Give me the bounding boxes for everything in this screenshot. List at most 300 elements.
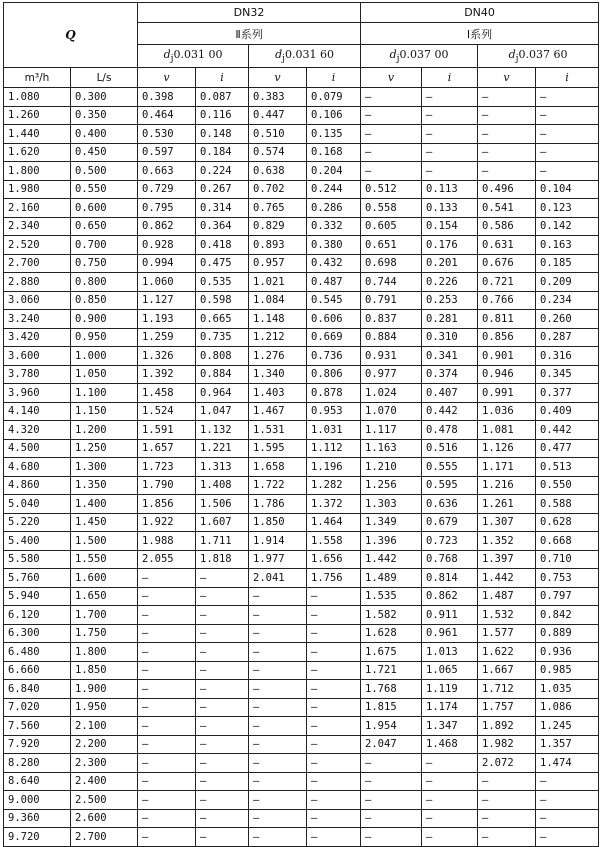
table-cell: 0.316 (536, 347, 599, 366)
table-cell: 0.310 (422, 328, 478, 347)
table-cell: 1.622 (478, 643, 536, 662)
i-header: i (536, 68, 599, 88)
table-cell: 1.065 (422, 661, 478, 680)
table-cell: 2.500 (71, 791, 138, 810)
table-cell: 1.196 (307, 458, 361, 477)
table-cell: — (307, 680, 361, 699)
table-cell: — (249, 828, 307, 847)
table-row (4, 495, 599, 514)
table-cell: — (138, 717, 196, 736)
table-body (4, 88, 599, 847)
table-cell: — (196, 717, 249, 736)
table-cell: 2.072 (478, 754, 536, 773)
table-cell: 1.768 (361, 680, 422, 699)
table-row (4, 365, 599, 384)
table-cell: 0.475 (196, 254, 249, 273)
table-cell: 1.474 (536, 754, 599, 773)
table-cell: 0.663 (138, 162, 196, 181)
table-cell: 0.341 (422, 347, 478, 366)
table-cell: 1.856 (138, 495, 196, 514)
table-cell: 0.148 (196, 125, 249, 144)
table-cell: 1.282 (307, 476, 361, 495)
table-cell: 1.260 (4, 106, 71, 125)
table-cell: — (196, 680, 249, 699)
table-cell: — (307, 791, 361, 810)
table-cell: 0.964 (196, 384, 249, 403)
table-cell: 0.442 (422, 402, 478, 421)
table-cell: 0.332 (307, 217, 361, 236)
table-cell: 4.500 (4, 439, 71, 458)
table-cell: — (196, 643, 249, 662)
table-cell: — (307, 624, 361, 643)
table-cell: 0.464 (138, 106, 196, 125)
table-cell: 0.736 (307, 347, 361, 366)
table-row (4, 273, 599, 292)
table-cell: 1.392 (138, 365, 196, 384)
table-cell: 0.184 (196, 143, 249, 162)
table-cell: 0.500 (71, 162, 138, 181)
table-cell: 0.432 (307, 254, 361, 273)
table-cell: 0.496 (478, 180, 536, 199)
table-row (4, 828, 599, 847)
table-cell: 0.931 (361, 347, 422, 366)
table-cell: 0.535 (196, 273, 249, 292)
table-cell: — (478, 809, 536, 828)
table-row (4, 513, 599, 532)
table-cell: 0.605 (361, 217, 422, 236)
table-cell: 3.960 (4, 384, 71, 403)
table-cell: — (249, 809, 307, 828)
table-cell: 2.041 (249, 569, 307, 588)
table-cell: 0.287 (536, 328, 599, 347)
table-cell: 1.722 (249, 476, 307, 495)
table-cell: — (478, 125, 536, 144)
table-cell: 0.598 (196, 291, 249, 310)
table-cell: — (249, 587, 307, 606)
table-cell: 1.442 (478, 569, 536, 588)
table-cell: — (249, 698, 307, 717)
table-cell: 5.040 (4, 495, 71, 514)
table-cell: 1.000 (71, 347, 138, 366)
table-cell: 0.558 (361, 199, 422, 218)
table-cell: 1.150 (71, 402, 138, 421)
table-cell: 1.259 (138, 328, 196, 347)
table-cell: 2.880 (4, 273, 71, 292)
table-cell: 1.349 (361, 513, 422, 532)
table-cell: 0.267 (196, 180, 249, 199)
table-cell: 0.253 (422, 291, 478, 310)
table-cell: 0.977 (361, 365, 422, 384)
table-row (4, 791, 599, 810)
table-cell: 0.744 (361, 273, 422, 292)
table-cell: 1.489 (361, 569, 422, 588)
table-cell: 1.550 (71, 550, 138, 569)
table-cell: 6.660 (4, 661, 71, 680)
table-cell: — (478, 106, 536, 125)
table-cell: 0.398 (138, 88, 196, 107)
table-row (4, 439, 599, 458)
table-cell: 6.480 (4, 643, 71, 662)
table-cell: 1.442 (361, 550, 422, 569)
table-row (4, 643, 599, 662)
table-cell: 5.940 (4, 587, 71, 606)
table-cell: 0.383 (249, 88, 307, 107)
table-cell: 9.000 (4, 791, 71, 810)
table-cell: — (307, 606, 361, 625)
table-cell: 0.856 (478, 328, 536, 347)
table-cell: 1.100 (71, 384, 138, 403)
table-row (4, 550, 599, 569)
table-cell: 1.914 (249, 532, 307, 551)
table-cell: 1.667 (478, 661, 536, 680)
unit-ls-header: L/s (71, 68, 138, 88)
table-cell: — (196, 569, 249, 588)
table-cell: — (307, 754, 361, 773)
table-cell: 1.352 (478, 532, 536, 551)
table-cell: 1.675 (361, 643, 422, 662)
table-row (4, 754, 599, 773)
table-cell: 0.555 (422, 458, 478, 477)
table-cell: 0.893 (249, 236, 307, 255)
table-cell: — (138, 606, 196, 625)
table-cell: 1.577 (478, 624, 536, 643)
table-cell: 0.516 (422, 439, 478, 458)
table-row (4, 476, 599, 495)
table-cell: 0.450 (71, 143, 138, 162)
table-cell: 3.420 (4, 328, 71, 347)
table-cell: — (138, 680, 196, 699)
table-cell: 1.980 (4, 180, 71, 199)
table-cell: 0.729 (138, 180, 196, 199)
table-cell: 1.210 (361, 458, 422, 477)
table-cell: 1.723 (138, 458, 196, 477)
table-cell: 1.050 (71, 365, 138, 384)
table-cell: 0.224 (196, 162, 249, 181)
table-cell: 0.260 (536, 310, 599, 329)
table-cell: 1.031 (307, 421, 361, 440)
table-cell: 0.735 (196, 328, 249, 347)
table-cell: 0.950 (71, 328, 138, 347)
table-cell: — (138, 643, 196, 662)
table-cell: 9.720 (4, 828, 71, 847)
table-cell: 1.977 (249, 550, 307, 569)
table-cell: 0.957 (249, 254, 307, 273)
table-cell: 0.550 (536, 476, 599, 495)
table-cell: 1.750 (71, 624, 138, 643)
table-cell: 0.911 (422, 606, 478, 625)
table-cell: 0.829 (249, 217, 307, 236)
table-cell: 1.127 (138, 291, 196, 310)
table-cell: 1.467 (249, 402, 307, 421)
table-cell: 0.314 (196, 199, 249, 218)
table-cell: 1.982 (478, 735, 536, 754)
table-row (4, 624, 599, 643)
table-cell: 4.140 (4, 402, 71, 421)
table-cell: — (361, 791, 422, 810)
table-cell: — (196, 661, 249, 680)
table-cell: 0.723 (422, 532, 478, 551)
table-cell: 2.400 (71, 772, 138, 791)
table-row (4, 569, 599, 588)
table-cell: — (478, 791, 536, 810)
table-cell: 0.753 (536, 569, 599, 588)
table-cell: 0.234 (536, 291, 599, 310)
i-header: i (196, 68, 249, 88)
table-row (4, 402, 599, 421)
table-cell: — (249, 643, 307, 662)
table-cell: 0.795 (138, 199, 196, 218)
table-cell: 1.200 (71, 421, 138, 440)
table-cell: — (138, 828, 196, 847)
table-cell: 7.560 (4, 717, 71, 736)
table-cell: 4.680 (4, 458, 71, 477)
table-cell: 1.174 (422, 698, 478, 717)
table-cell: 0.226 (422, 273, 478, 292)
table-cell: — (361, 754, 422, 773)
table-cell: 1.086 (536, 698, 599, 717)
table-cell: 1.396 (361, 532, 422, 551)
series-ii-header: Ⅱ系列 (138, 23, 361, 45)
table-cell: — (478, 143, 536, 162)
table-cell: 0.679 (422, 513, 478, 532)
table-cell: — (307, 643, 361, 662)
table-cell: — (536, 162, 599, 181)
table-cell: — (536, 791, 599, 810)
table-cell: 0.994 (138, 254, 196, 273)
table-cell: 1.326 (138, 347, 196, 366)
table-row (4, 772, 599, 791)
table-cell: 0.750 (71, 254, 138, 273)
table-cell: 1.047 (196, 402, 249, 421)
table-cell: — (361, 772, 422, 791)
table-row (4, 347, 599, 366)
table-cell: 5.580 (4, 550, 71, 569)
table-cell: 0.588 (536, 495, 599, 514)
table-cell: 1.024 (361, 384, 422, 403)
table-cell: 1.500 (71, 532, 138, 551)
v-header: v (361, 68, 422, 88)
table-cell: 0.946 (478, 365, 536, 384)
table-cell: 8.280 (4, 754, 71, 773)
table-cell: 2.160 (4, 199, 71, 218)
table-cell: 1.132 (196, 421, 249, 440)
table-cell: 2.100 (71, 717, 138, 736)
table-cell: 2.300 (71, 754, 138, 773)
table-cell: 0.884 (196, 365, 249, 384)
table-cell: 0.300 (71, 88, 138, 107)
table-cell: 1.487 (478, 587, 536, 606)
table-cell: 0.541 (478, 199, 536, 218)
table-cell: 1.658 (249, 458, 307, 477)
table-cell: 1.818 (196, 550, 249, 569)
table-cell: 0.638 (249, 162, 307, 181)
table-cell: — (249, 624, 307, 643)
table-cell: 1.193 (138, 310, 196, 329)
table-cell: 1.276 (249, 347, 307, 366)
table-cell: — (196, 828, 249, 847)
table-cell: 0.710 (536, 550, 599, 569)
table-cell: — (249, 772, 307, 791)
table-row (4, 106, 599, 125)
table-cell: 0.651 (361, 236, 422, 255)
table-cell: 0.106 (307, 106, 361, 125)
table-row (4, 680, 599, 699)
table-cell: 1.216 (478, 476, 536, 495)
table-cell: 0.550 (71, 180, 138, 199)
table-cell: — (307, 717, 361, 736)
table-cell: 1.535 (361, 587, 422, 606)
table-cell: 1.081 (478, 421, 536, 440)
q-header: Q (4, 3, 138, 68)
table-cell: 0.850 (71, 291, 138, 310)
table-cell: 1.350 (71, 476, 138, 495)
table-cell: 0.631 (478, 236, 536, 255)
table-cell: 1.313 (196, 458, 249, 477)
table-cell: — (478, 772, 536, 791)
table-cell: 1.148 (249, 310, 307, 329)
table-cell: 1.815 (361, 698, 422, 717)
table-cell: 1.712 (478, 680, 536, 699)
table-cell: — (422, 791, 478, 810)
table-cell: — (422, 143, 478, 162)
table-cell: 2.340 (4, 217, 71, 236)
table-cell: — (478, 162, 536, 181)
table-cell: 0.953 (307, 402, 361, 421)
table-cell: 1.300 (71, 458, 138, 477)
table-cell: 0.800 (71, 273, 138, 292)
table-cell: 5.220 (4, 513, 71, 532)
table-cell: 0.133 (422, 199, 478, 218)
table-cell: — (422, 106, 478, 125)
table-row (4, 698, 599, 717)
table-cell: 6.840 (4, 680, 71, 699)
table-cell: — (249, 680, 307, 699)
table-cell: — (307, 772, 361, 791)
table-cell: — (536, 106, 599, 125)
table-cell: 0.768 (422, 550, 478, 569)
table-cell: — (307, 661, 361, 680)
table-cell: 1.850 (249, 513, 307, 532)
table-cell: 0.154 (422, 217, 478, 236)
table-cell: 1.595 (249, 439, 307, 458)
table-cell: 1.954 (361, 717, 422, 736)
table-cell: — (196, 698, 249, 717)
table-cell: 0.286 (307, 199, 361, 218)
table-cell: 2.600 (71, 809, 138, 828)
table-cell: — (138, 624, 196, 643)
table-cell: — (361, 125, 422, 144)
table-cell: 1.524 (138, 402, 196, 421)
v-header: v (249, 68, 307, 88)
table-cell: 0.364 (196, 217, 249, 236)
dj-header-dn32-2: $d_j0.031$ 60 (249, 45, 361, 68)
table-cell: 1.591 (138, 421, 196, 440)
table-cell: 1.060 (138, 273, 196, 292)
table-cell: 9.360 (4, 809, 71, 828)
table-cell: 0.407 (422, 384, 478, 403)
table-cell: 0.513 (536, 458, 599, 477)
table-cell: — (307, 698, 361, 717)
table-cell: — (196, 735, 249, 754)
table-cell: 1.250 (71, 439, 138, 458)
table-cell: — (196, 791, 249, 810)
table-row (4, 199, 599, 218)
table-cell: — (249, 735, 307, 754)
table-cell: 0.244 (307, 180, 361, 199)
table-cell: 1.245 (536, 717, 599, 736)
table-row (4, 217, 599, 236)
table-cell: — (138, 735, 196, 754)
table-cell: 0.698 (361, 254, 422, 273)
table-cell: 0.595 (422, 476, 478, 495)
table-row (4, 587, 599, 606)
table-cell: 1.656 (307, 550, 361, 569)
table-cell: — (422, 88, 478, 107)
table-cell: 0.808 (196, 347, 249, 366)
table-cell: 1.163 (361, 439, 422, 458)
table-cell: 0.079 (307, 88, 361, 107)
table-cell: — (138, 698, 196, 717)
table-cell: 0.530 (138, 125, 196, 144)
table-cell: — (307, 828, 361, 847)
table-cell: 2.700 (71, 828, 138, 847)
table-cell: 0.350 (71, 106, 138, 125)
i-header: i (422, 68, 478, 88)
table-cell: — (361, 828, 422, 847)
table-cell: 0.597 (138, 143, 196, 162)
table-cell: 1.531 (249, 421, 307, 440)
table-cell: 0.176 (422, 236, 478, 255)
dn40-header: DN40 (361, 3, 599, 23)
table-cell: 1.922 (138, 513, 196, 532)
dn32-header: DN32 (138, 3, 361, 23)
table-cell: 0.104 (536, 180, 599, 199)
table-cell: 6.120 (4, 606, 71, 625)
table-cell: 1.171 (478, 458, 536, 477)
table-cell: 3.060 (4, 291, 71, 310)
table-cell: 1.256 (361, 476, 422, 495)
table-cell: 0.766 (478, 291, 536, 310)
table-cell: 1.950 (71, 698, 138, 717)
table-cell: 1.458 (138, 384, 196, 403)
table-cell: 0.478 (422, 421, 478, 440)
table-cell: 0.510 (249, 125, 307, 144)
table-cell: 1.117 (361, 421, 422, 440)
table-cell: 0.765 (249, 199, 307, 218)
table-row (4, 717, 599, 736)
table-cell: 1.582 (361, 606, 422, 625)
series-i-header: Ⅰ系列 (361, 23, 599, 45)
table-cell: 0.512 (361, 180, 422, 199)
table-cell: 0.889 (536, 624, 599, 643)
table-cell: 1.790 (138, 476, 196, 495)
table-cell: 2.700 (4, 254, 71, 273)
table-row (4, 162, 599, 181)
table-cell: 1.126 (478, 439, 536, 458)
table-header (4, 3, 599, 88)
table-cell: 0.991 (478, 384, 536, 403)
table-cell: — (249, 606, 307, 625)
table-cell: 8.640 (4, 772, 71, 791)
table-cell: — (249, 754, 307, 773)
table-cell: — (536, 143, 599, 162)
table-cell: 1.013 (422, 643, 478, 662)
table-cell: 4.860 (4, 476, 71, 495)
table-cell: 1.892 (478, 717, 536, 736)
table-cell: 0.961 (422, 624, 478, 643)
table-cell: — (422, 828, 478, 847)
table-cell: 0.600 (71, 199, 138, 218)
